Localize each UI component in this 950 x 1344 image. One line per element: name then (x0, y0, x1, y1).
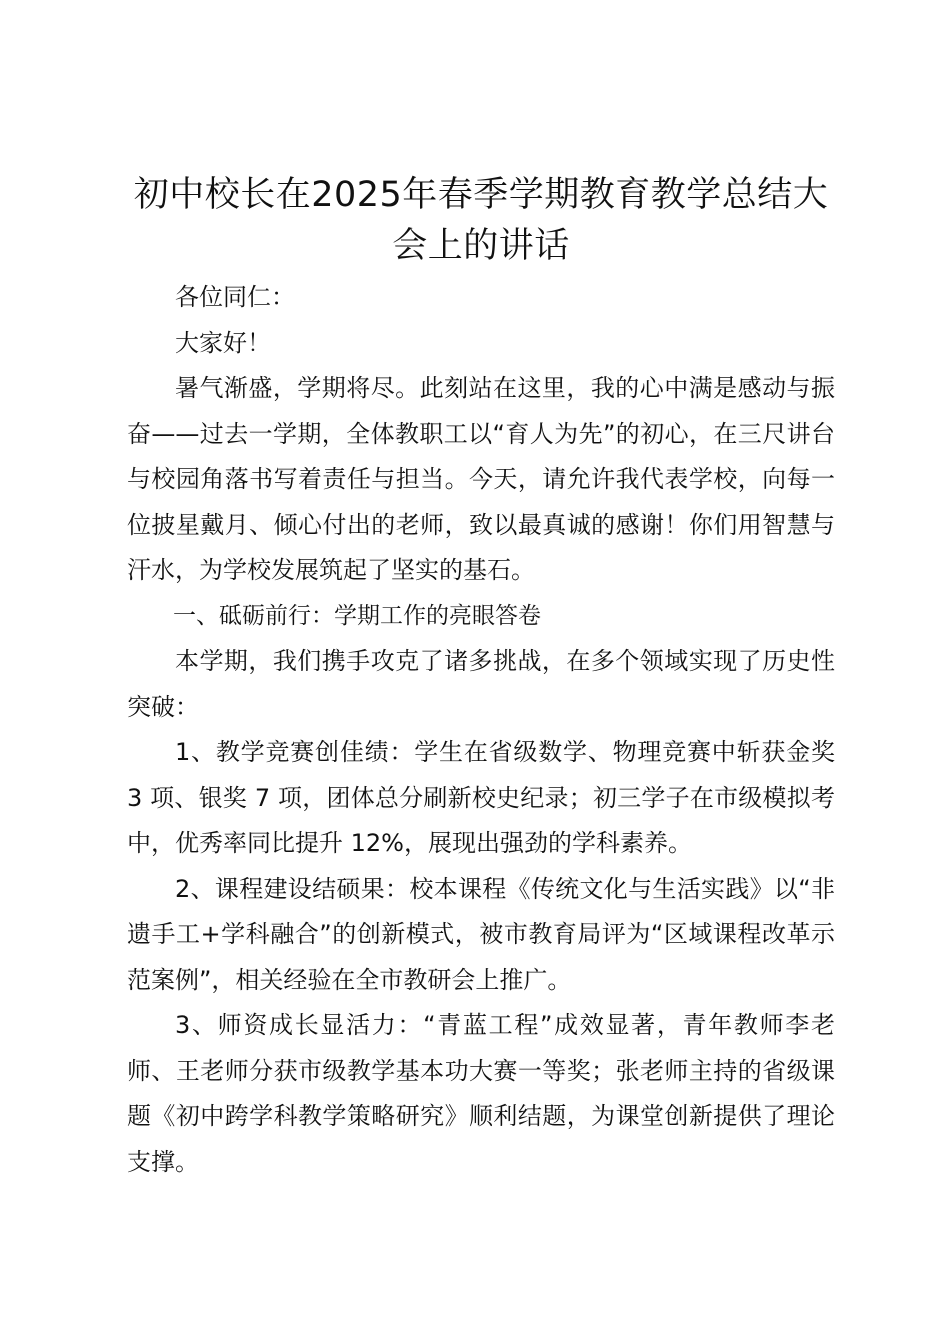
salutation: 各位同仁： (175, 283, 295, 311)
document-title (127, 170, 835, 272)
list-item-3: 3、师资成长显活力：“青蓝工程”成效显著，青年教师李老师、王老师分获市级教学基本功大赛一等奖；张老师主持的省级课题《初中跨学科教学策略研究》顺利结题，为课堂创新提供了理论支撑。 (127, 1011, 835, 1176)
section-1-heading: 一、砥砺前行：学期工作的亮眼答卷 (173, 602, 541, 629)
greeting: 大家好！ (175, 328, 271, 357)
list-item-1: 1、教学竞赛创佳绩：学生在省级数学、物理竞赛中斩获金奖 3 项、银奖 7 项，团体总分刷新校史纪录；初三学子在市级模拟考中，优秀率同比提升 12%，展现出强劲的学科素养。 (127, 738, 835, 857)
title-line-1: 初中校长在2025年春季学期教育教学总结大 (133, 175, 829, 215)
section-1-intro: 本学期，我们携手攻克了诸多挑战，在多个领域实现了历史性突破： (127, 647, 835, 721)
list-item-2: 2、课程建设结硕果：校本课程《传统文化与生活实践》以“非遗手工+学科融合”的创新模式，被市教育局评为“区域课程改革示范案例”，相关经验在全市教研会上推广。 (127, 874, 835, 994)
title-line-2: 会上的讲话 (392, 226, 570, 266)
document-body (127, 275, 835, 1185)
document-page (127, 170, 835, 1185)
intro-paragraph: 暑气渐盛，学期将尽。此刻站在这里，我的心中满是感动与振奋——过去一学期，全体教职工以“育人为先”的初心，在三尺讲台与校园角落书写着责任与担当。今天，请允许我代表学校，向每一位披星戴月、倾心付出的老师，致以最真诚的感谢！你们用智慧与汗水，为学校发展筑起了坚实的基石。 (127, 374, 835, 584)
